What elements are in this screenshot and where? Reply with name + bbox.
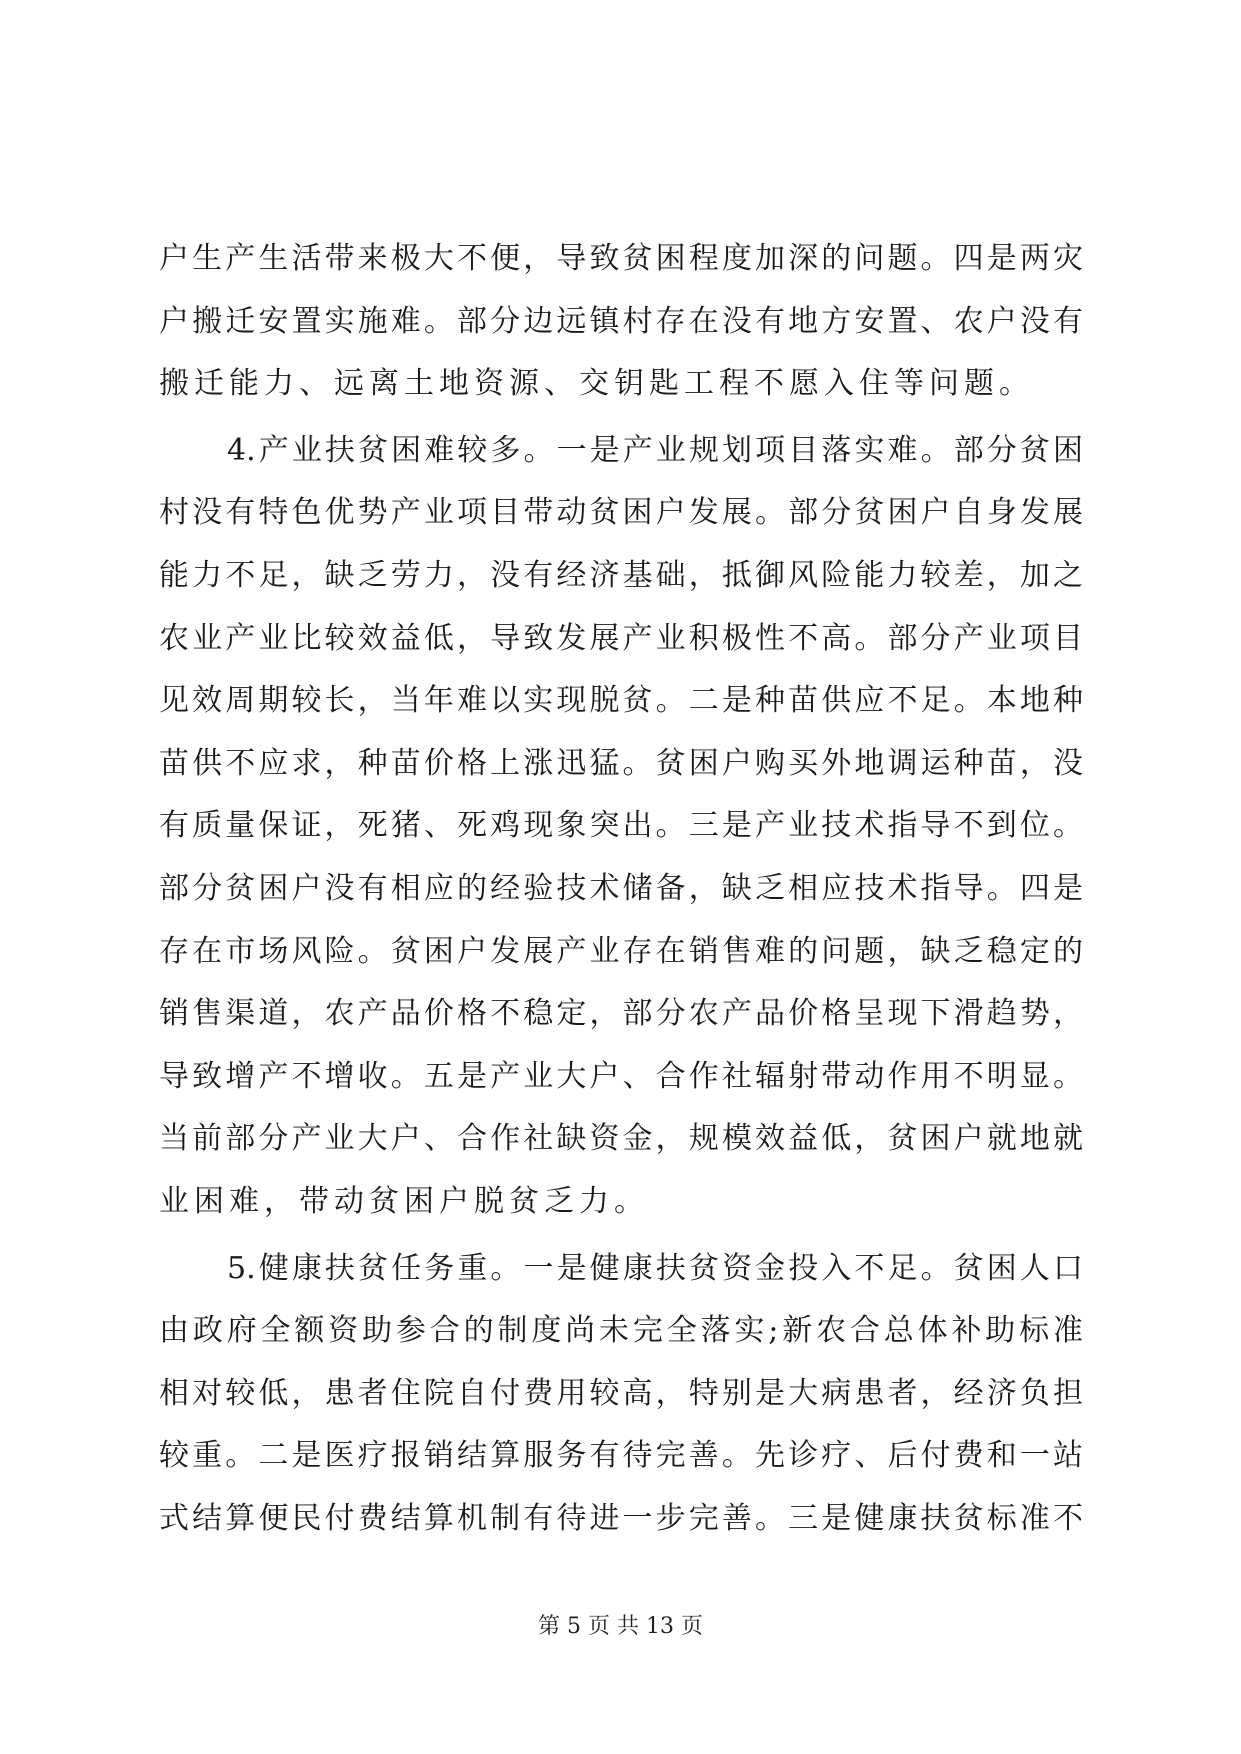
text-line: 苗供不应求，种苗价格上涨迅猛。贫困户购买外地调运种苗，没 <box>159 745 1083 781</box>
text-line: 5.健康扶贫任务重。一是健康扶贫资金投入不足。贫困人口 <box>227 1250 1083 1286</box>
paragraph <box>159 228 1083 416</box>
text-line: 户搬迁安置实施难。部分边远镇村存在没有地方安置、农户没有 <box>159 303 1083 339</box>
text-line: 由政府全额资助参合的制度尚未完全落实;新农合总体补助标准 <box>159 1313 1083 1349</box>
text-line: 存在市场风险。贫困户发展产业存在销售难的问题，缺乏稳定的 <box>159 933 1083 969</box>
text-line: 部分贫困户没有相应的经验技术储备，缺乏相应技术指导。四是 <box>159 870 1083 906</box>
text-line: 式结算便民付费结算机制有待进一步完善。三是健康扶贫标准不 <box>159 1500 1083 1536</box>
document-body <box>159 228 1083 1550</box>
text-line: 4.产业扶贫困难较多。一是产业规划项目落实难。部分贫困 <box>227 432 1083 468</box>
text-line: 见效周期较长，当年难以实现脱贫。二是种苗供应不足。本地种 <box>159 683 1083 719</box>
paragraph <box>159 420 1083 1234</box>
text-line: 业困难，带动贫困户脱贫乏力。 <box>159 1183 649 1219</box>
text-line: 能力不足，缺乏劳力，没有经济基础，抵御风险能力较差，加之 <box>159 557 1083 593</box>
text-line: 销售渠道，农产品价格不稳定，部分农产品价格呈现下滑趋势， <box>159 996 1083 1032</box>
text-line: 有质量保证，死猪、死鸡现象突出。三是产业技术指导不到位。 <box>159 808 1083 844</box>
text-line: 农业产业比较效益低，导致发展产业积极性不高。部分产业项目 <box>159 620 1083 656</box>
text-line: 导致增产不增收。五是产业大户、合作社辐射带动作用不明显。 <box>159 1058 1083 1094</box>
text-line: 搬迁能力、远离土地资源、交钥匙工程不愿入住等问题。 <box>159 366 1034 402</box>
paragraph <box>159 1238 1083 1551</box>
text-line: 村没有特色优势产业项目带动贫困户发展。部分贫困户自身发展 <box>159 495 1083 531</box>
text-line: 相对较低，患者住院自付费用较高，特别是大病患者，经济负担 <box>159 1375 1083 1411</box>
text-line: 当前部分产业大户、合作社缺资金，规模效益低，贫困户就地就 <box>159 1121 1083 1157</box>
text-line: 户生产生活带来极大不便，导致贫困程度加深的问题。四是两灾 <box>159 241 1083 276</box>
text-line: 较重。二是医疗报销结算服务有待完善。先诊疗、后付费和一站 <box>159 1438 1083 1474</box>
page-footer: 第 5 页 共 13 页 <box>538 1614 703 1639</box>
